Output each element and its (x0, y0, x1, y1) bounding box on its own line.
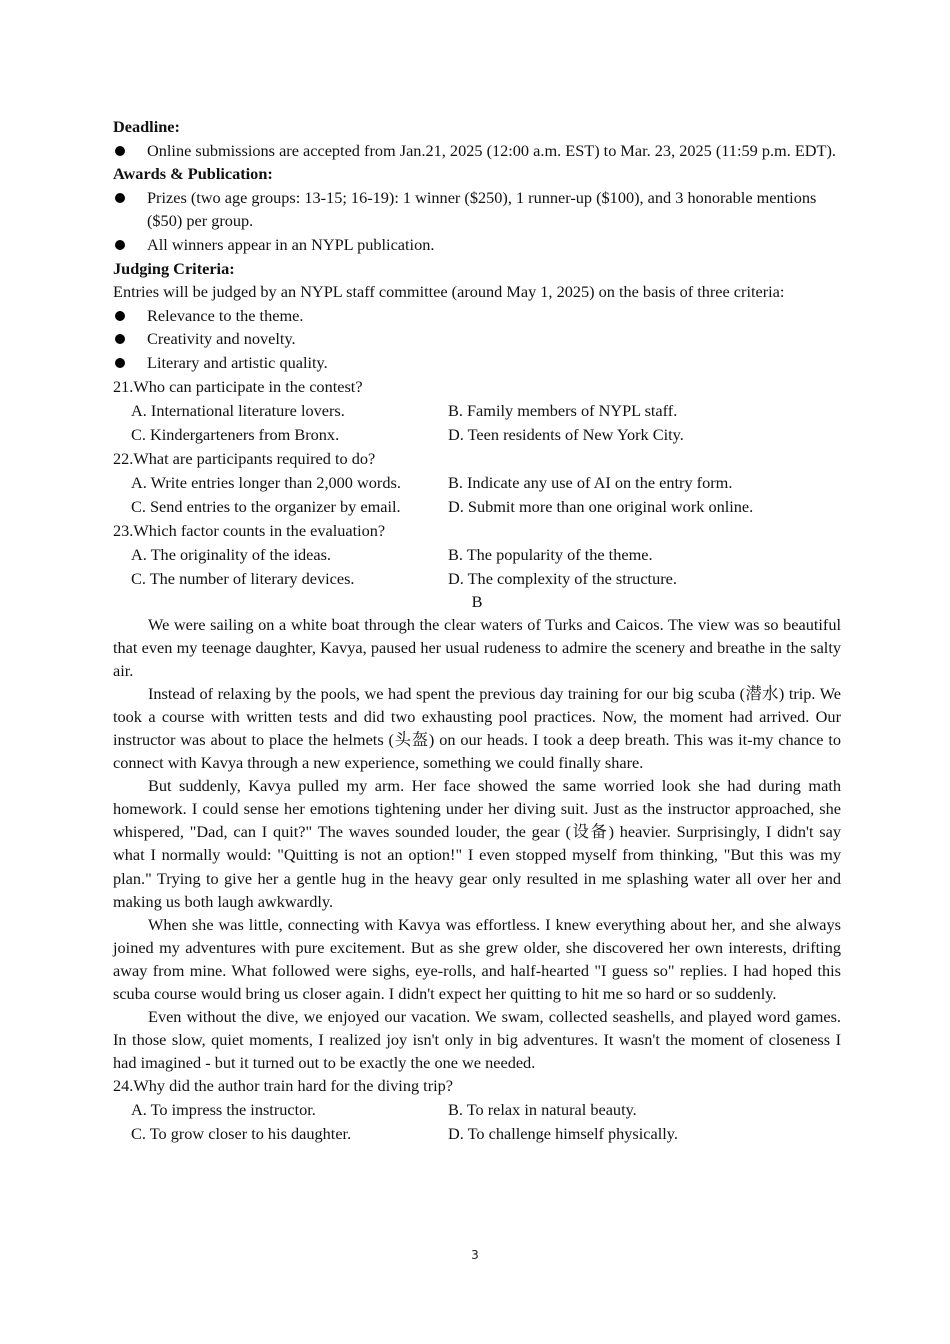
options-row (113, 1098, 841, 1122)
awards-bullet: All winners appear in an NYPL publication. (113, 233, 841, 257)
question-stem: 22.What are participants required to do? (113, 448, 376, 468)
deadline-bullet: Online submissions are accepted from Jan.21, 2025 (12:00 a.m. EST) to Mar. 23, 2025 (11:59 p.m. EDT). (113, 139, 841, 163)
passage-paragraph: But suddenly, Kavya pulled my arm. Her face showed the same worried look she had during math homework. I could sense her emotions tightening under her diving suit. Just as the instructor approached, she whispered, "Dad, can I quit?" The waves sounded louder, the gear (设备) heavier. Surprisingly, I didn't say what I normally would: "Quitting is not an option!" I even stopped myself from thinking, "But this was my plan." Trying to give her a gentle hug in the heavy gear only resulted in me splashing water all over her and making us both laugh awkwardly. (113, 776, 841, 911)
options-row (113, 567, 841, 591)
option-d: D. Submit more than one original work online. (448, 496, 754, 516)
option-b: B. To relax in natural beauty. (448, 1100, 637, 1120)
judging-bullet: Literary and artistic quality. (113, 351, 841, 375)
option-d: D. To challenge himself physically. (448, 1124, 678, 1144)
bullet-dot-icon (115, 193, 125, 203)
bullet-dot-icon (115, 240, 125, 250)
judging-bullet: Creativity and novelty. (113, 327, 841, 351)
option-d: D. The complexity of the structure. (448, 568, 677, 588)
options-row (113, 399, 841, 423)
option-b: B. Indicate any use of AI on the entry form. (448, 472, 733, 492)
bullet-dot-icon (115, 311, 125, 321)
question-stem: 21.Who can participate in the contest? (113, 376, 363, 396)
option-a: A. The originality of the ideas. (131, 544, 332, 564)
judging-intro: Entries will be judged by an NYPL staff committee (around May 1, 2025) on the basis of three criteria: (113, 282, 785, 302)
option-c: C. Send entries to the organizer by email. (131, 496, 401, 516)
options-row (113, 543, 841, 567)
judging-bullet: Relevance to the theme. (113, 304, 841, 328)
deadline-heading: Deadline: (113, 117, 180, 136)
awards-heading: Awards & Publication: (113, 164, 273, 184)
option-c: C. Kindergarteners from Bronx. (131, 424, 340, 444)
bullet-dot-icon (115, 334, 125, 344)
judging-heading: Judging Criteria: (113, 258, 235, 278)
passage-paragraph: We were sailing on a white boat through the clear waters of Turks and Caicos. The view was so beautiful that even my teenage daughter, Kavya, paused her usual rudeness to admire the scenery and breathe in the salty air. (113, 614, 841, 680)
bullet-dot-icon (115, 358, 125, 368)
option-a: A. Write entries longer than 2,000 words. (131, 472, 401, 492)
passage-paragraph: When she was little, connecting with Kavya was effortless. I knew everything about her, and she always joined my adventures with pure excitement. But as she grew older, she discovered her own interests, drifting away from mine. What followed were sighs, eye-rolls, and half-hearted "I guess so" replies. I had hoped this scuba course would bring us closer again. I didn't expect her quitting to hit me so hard or so suddenly. (113, 914, 841, 1004)
options-row (113, 495, 841, 519)
options-row (113, 471, 841, 495)
passage-paragraph: Even without the dive, we enjoyed our vacation. We swam, collected seashells, and played word games. In those slow, quiet moments, I realized joy isn't only in big adventures. It wasn't the moment of closeness I had imagined - but it turned out to be exactly the one we needed. (113, 1007, 841, 1073)
options-row (113, 1122, 841, 1146)
option-b: B. Family members of NYPL staff. (448, 400, 678, 420)
awards-bullet: Prizes (two age groups: 13-15; 16-19): 1 winner ($250), 1 runner-up ($100), and 3 honorable mentions ($50) per group. (113, 186, 841, 233)
passage-letter: B (471, 591, 483, 611)
options-row (113, 423, 841, 447)
option-b: B. The popularity of the theme. (448, 544, 653, 564)
option-c: C. The number of literary devices. (131, 568, 355, 588)
option-a: A. International literature lovers. (131, 400, 345, 420)
option-d: D. Teen residents of New York City. (448, 424, 684, 444)
question-stem: 23.Which factor counts in the evaluation? (113, 520, 386, 540)
passage-paragraph: Instead of relaxing by the pools, we had spent the previous day training for our big scuba (潜水) trip. We took a course with written tests and did two exhausting pool practices. Now, the moment had arrived. Our instructor was about to place the helmets (头盔) on our heads. I took a deep breath. This was it-my chance to connect with Kavya through a new experience, something we could finally share. (113, 683, 841, 773)
page-number: 3 (471, 1248, 479, 1262)
bullet-dot-icon (115, 146, 125, 156)
option-c: C. To grow closer to his daughter. (131, 1124, 352, 1144)
option-a: A. To impress the instructor. (131, 1100, 316, 1120)
question-stem: 24.Why did the author train hard for the diving trip? (113, 1076, 454, 1096)
exam-page (113, 115, 841, 1146)
